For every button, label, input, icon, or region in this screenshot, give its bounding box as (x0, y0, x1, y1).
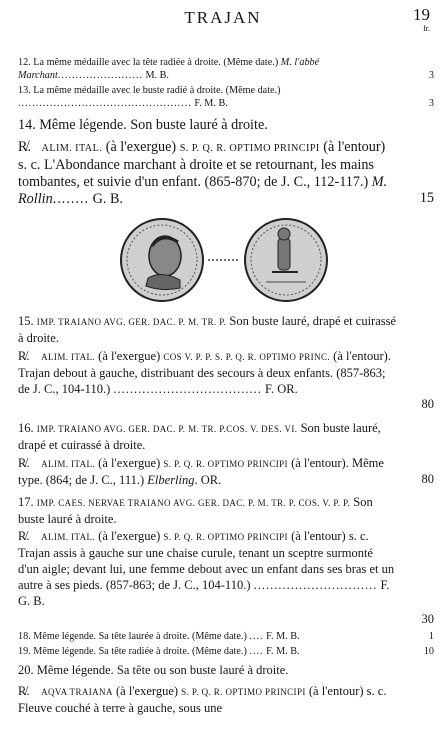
obverse-description: Son buste lauré, drapé et cuirassé à droite. (18, 421, 381, 452)
entry-number: 15. (18, 314, 34, 328)
price-15: 80 (421, 397, 434, 411)
entry-18 (18, 630, 402, 643)
reverse-description: (à l'entour) s. c. Fleuve couché à terre à gauche, sous une (18, 684, 387, 715)
page-number-value: 19 (413, 5, 430, 24)
reverse-legend-2: S. P. Q. R. OPTIMO PRINCIPI (163, 532, 288, 542)
entry-14 (18, 117, 402, 134)
coin-reverse-image (242, 216, 330, 304)
grade: G. B. (92, 191, 123, 207)
grade: F. M. B. (194, 98, 228, 109)
obverse-description: Son buste lauré à droite. (18, 495, 373, 526)
coin-illustration (118, 216, 338, 306)
reverse-legend: AQVA TRAIANA (41, 687, 113, 697)
reverse-description: (à l'entour) s. c. L'Abondance marchant à droite et se retournant, les mains tombantes, et suivie d'un enfant. (865-870; de J. C., 112-117.) (18, 139, 386, 190)
page-number (413, 6, 430, 33)
obverse-legend: IMP. TRAIANO AVG. GER. DAC. P. M. TR. P. (36, 317, 227, 327)
entry-number: 20. (18, 663, 34, 677)
entry-number: 18. (18, 631, 31, 642)
entry-number: 16. (18, 421, 34, 435)
reverse-description: (à l'entour). Même type. (864; de J. C., 111.) (18, 456, 384, 487)
reverse-legend: ALIM. ITAL. (41, 143, 103, 154)
reverse-mark: R̸. (18, 349, 30, 363)
entry-text: Même légende. Sa tête radiée à droite. (Même date.) (33, 646, 247, 657)
leader-dots: ................................................. (18, 98, 192, 109)
entry-13 (18, 84, 402, 110)
entry-19 (18, 645, 402, 658)
reverse-description: (à l'entour). Trajan debout à gauche, distribuant des secours à deux enfants. (857-863; de J. C., 104-110.) (18, 349, 391, 396)
reverse-text: (à l'exergue) (98, 456, 161, 470)
price-18: 1 (428, 631, 434, 642)
entry-16 (18, 420, 402, 453)
reverse-text: (à l'exergue) (98, 529, 161, 543)
owner-name: M. Rollin (18, 174, 388, 207)
reverse-text: (à l'exergue) (105, 139, 177, 155)
price-16: 80 (421, 472, 434, 486)
entry-text: Même légende. Sa tête laurée à droite. (Même date.) (33, 631, 247, 642)
obverse-legend: IMP. TRAIANO AVG. GER. DAC. P. M. TR. P.COS. V. DES. VI. (36, 424, 298, 434)
page-title: TRAJAN (184, 8, 262, 27)
leader-dots: ........ (52, 191, 90, 207)
obverse-description: Même légende. Son buste lauré à droite. (39, 117, 268, 133)
leader-dots: .... (249, 631, 264, 642)
reverse-14 (18, 139, 396, 208)
entry-12 (18, 56, 402, 82)
currency-label: fr. (423, 24, 430, 33)
reverse-legend: ALIM. ITAL. (41, 352, 96, 362)
leader-dots: ........................ (57, 70, 143, 81)
grade: F. OR. (265, 382, 298, 396)
reverse-legend-2: S. P. Q. R. OPTIMO PRINCIPI (163, 459, 288, 469)
grade: M. B. (145, 70, 169, 81)
coin-obverse-image (118, 216, 206, 304)
reverse-mark: R̸. (18, 529, 30, 543)
entry-20 (18, 662, 402, 678)
entry-text: La même médaille avec la tête radiée à droite. (Même date.) (33, 57, 279, 68)
coin-divider-image (206, 256, 242, 264)
entry-number: 17. (18, 495, 34, 509)
grade: F. M. B. (266, 646, 300, 657)
reverse-17 (18, 528, 396, 609)
grade: F. G. B. (18, 578, 390, 608)
grade: F. M. B. (266, 631, 300, 642)
reverse-legend-2: COS V. P. P. S. P. Q. R. OPTIMO PRINC. (163, 352, 331, 362)
leader-dots: .................................... (113, 382, 262, 396)
leader-dots: .... (249, 646, 264, 657)
page-header (0, 6, 446, 40)
owner-name: Elberling (147, 473, 195, 487)
price-17: 30 (421, 612, 434, 626)
entry-number: 19. (18, 646, 31, 657)
reverse-20 (18, 683, 396, 716)
obverse-description: Son buste lauré, drapé et cuirassé à droite. (18, 314, 397, 345)
entry-17 (18, 494, 402, 527)
reverse-mark: R̸. (18, 456, 30, 470)
reverse-mark: R̸. (18, 684, 30, 698)
reverse-mark: R̸. (18, 139, 32, 155)
reverse-legend: ALIM. ITAL. (41, 459, 96, 469)
entry-text: La même médaille avec le buste radié à droite. (Même date.) (33, 85, 281, 96)
reverse-text: (à l'exergue) (98, 349, 161, 363)
obverse-legend: IMP. CAES. NERVAE TRAIANO AVG. GER. DAC. P. M. TR. P. COS. V. P. P. (36, 498, 351, 508)
entry-15 (18, 313, 402, 346)
reverse-legend: ALIM. ITAL. (41, 532, 96, 542)
leader-dots: .............................. (253, 578, 378, 592)
reverse-16: R̸. ALIM. ITAL. (à l'exergue) S. P. Q. R. OPTIMO PRINCIPI (à l'entour). Même type. (864; de J. C., 111.) Elberling. OR. (18, 456, 384, 487)
owner-name: M. l'abbé Marchant (18, 57, 320, 81)
price-19: 10 (423, 646, 434, 657)
reverse-text: (à l'exergue) (115, 684, 179, 698)
reverse-description: (à l'entour) s. c. Trajan assis à gauche sur une chaise curule, tenant un sceptre surmonté d'un aigle; devant lui, une femme debout avec un enfant dans ses bras et un autre à ses pieds. (857-863; de J. C., 104-110.) (18, 529, 395, 592)
entry-number: 12. (18, 57, 31, 68)
entry-number: 13. (18, 85, 31, 96)
price-12: 3 (428, 70, 434, 81)
price-13: 3 (428, 98, 434, 109)
grade: OR. (200, 473, 222, 487)
reverse-legend-2: S. P. Q. R. OPTIMO PRINCIPI (179, 143, 320, 154)
price-14: 15 (419, 190, 434, 206)
reverse-legend-2: S. P. Q. R. OPTIMO PRINCIPI (181, 687, 306, 697)
reverse-15 (18, 348, 396, 397)
obverse-description: Même légende. Sa tête ou son buste lauré à droite. (36, 663, 289, 677)
entry-number: 14. (18, 117, 36, 133)
